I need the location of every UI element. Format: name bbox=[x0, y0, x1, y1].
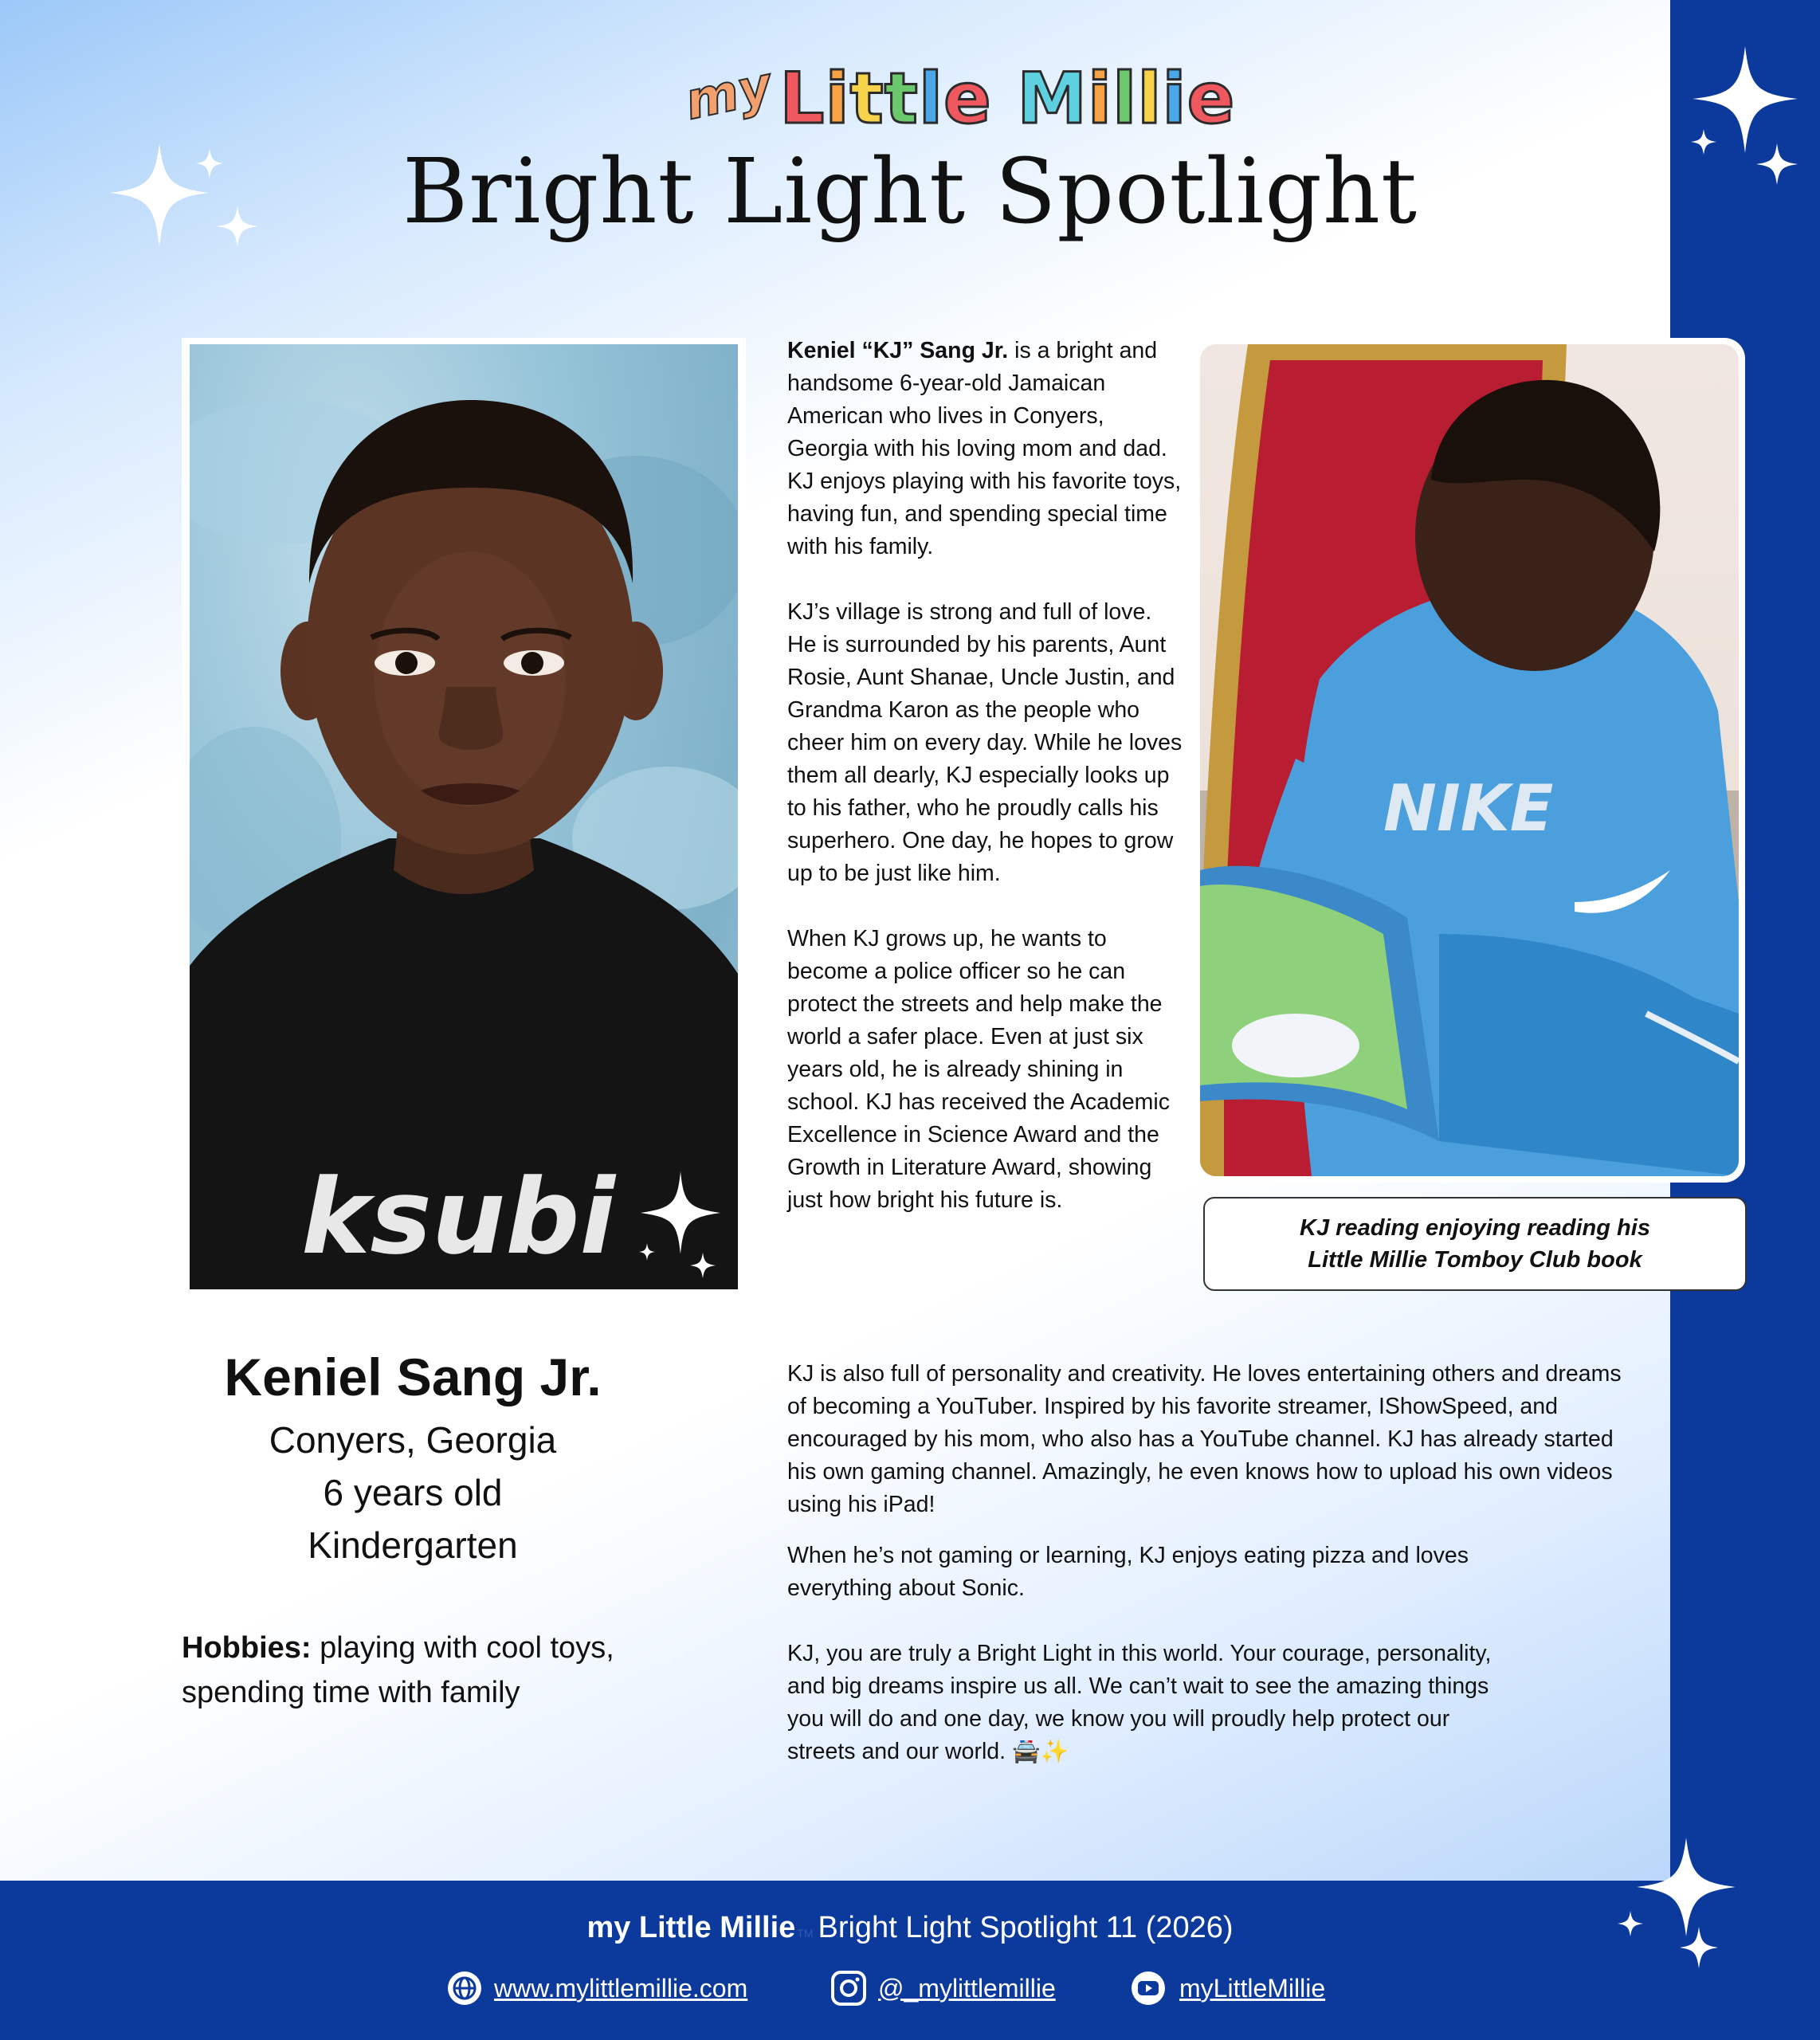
logo-letter: e bbox=[1187, 57, 1236, 139]
footer-title-text: Bright Light Spotlight 11 (2026) bbox=[818, 1911, 1234, 1944]
youtube-icon bbox=[1128, 1970, 1168, 2007]
hobbies-label: Hobbies: bbox=[182, 1631, 312, 1665]
story-paragraph-6: KJ, you are truly a Bright Light in this world. Your courage, personality, and big dreams inspire us all. We can’t wait to see the amazing things you will do and one day, we know you will proudly help protect our streets and our world. 🚔✨ bbox=[787, 1641, 1492, 1764]
story-paragraph-1 bbox=[787, 335, 1186, 563]
globe-icon bbox=[446, 1970, 483, 2007]
child-age: 6 years old bbox=[323, 1472, 503, 1513]
sparkle-icon bbox=[630, 1163, 733, 1283]
story-paragraph-5: When he’s not gaming or learning, KJ enjoys eating pizza and loves everything about Sonic. bbox=[787, 1543, 1469, 1601]
instagram-handle[interactable]: @_mylittlemillie bbox=[878, 1973, 1056, 2003]
story-paragraph-3: When KJ grows up, he wants to become a police officer so he can protect the streets and help make the world a safer place. Even at just six years old, he is already shining in school. KJ has received the Academic Excellence in Science Award and the Growth in Literature Award, showing just how bright his future is. bbox=[787, 926, 1171, 1213]
child-location: Conyers, Georgia bbox=[269, 1419, 557, 1461]
instagram-icon bbox=[830, 1970, 867, 2007]
logo-letter: l bbox=[918, 57, 943, 139]
page-title: Bright Light Spotlight bbox=[402, 140, 1418, 244]
youtube-channel[interactable]: myLittleMillie bbox=[1179, 1973, 1326, 2003]
logo-letter: t bbox=[849, 57, 885, 139]
logo-letter: L bbox=[779, 57, 826, 139]
logo-name bbox=[779, 57, 1235, 139]
logo-letter: i bbox=[1087, 57, 1113, 139]
footer-brand: my Little Millie bbox=[586, 1911, 796, 1944]
instagram-link[interactable] bbox=[830, 1970, 1056, 2007]
svg-text:NIKE: NIKE bbox=[1383, 771, 1554, 845]
reading-photo bbox=[1200, 344, 1739, 1176]
logo-letter: e bbox=[943, 57, 992, 139]
website-url[interactable]: www.mylittlemillie.com bbox=[494, 1973, 748, 2003]
photo-caption bbox=[1203, 1197, 1747, 1291]
story-paragraph-1-text: is a bright and handsome 6-year-old Jamaican American who lives in Conyers, Georgia with his loving mom and dad. KJ enjoys playing with his favorite toys, having fun, and spending special time with his family. bbox=[787, 338, 1182, 559]
hobbies bbox=[182, 1626, 676, 1715]
logo-my: my bbox=[680, 56, 777, 132]
logo-letter bbox=[992, 57, 1018, 139]
logo-letter: i bbox=[1162, 57, 1187, 139]
logo-letter: l bbox=[1112, 57, 1138, 139]
logo-letter: l bbox=[1137, 57, 1163, 139]
portrait-photo bbox=[190, 344, 738, 1289]
logo-letter: t bbox=[884, 57, 919, 139]
child-grade: Kindergarten bbox=[308, 1524, 518, 1566]
story-lower bbox=[787, 1358, 1640, 1768]
sparkle-icon bbox=[1610, 1833, 1753, 1976]
youtube-link[interactable] bbox=[1128, 1970, 1325, 2007]
footer-trademark: TM bbox=[797, 1927, 814, 1940]
hobbies-text: playing with cool toys, spending time with family bbox=[182, 1631, 614, 1709]
story-paragraph-4: KJ is also full of personality and creativity. He loves entertaining others and dreams of becoming a YouTuber. Inspired by his favorite streamer, IShowSpeed, and encouraged by his mom, who also has a YouTube channel. KJ has already started his own gaming channel. Amazingly, he even knows how to upload his own videos using his iPad! bbox=[787, 1361, 1622, 1517]
story-column bbox=[787, 335, 1186, 1250]
website-link[interactable] bbox=[446, 1970, 747, 2007]
logo-letter: M bbox=[1017, 57, 1088, 139]
story-paragraph-2: KJ’s village is strong and full of love. He is surrounded by his parents, Aunt Rosie, Aunt Shanae, Uncle Justin, and Grandma Karon as the people who cheer him on every day. While he loves them all dearly, KJ especially looks up to his father, who he proudly calls his superhero. One day, he hopes to grow up to be just like him. bbox=[787, 599, 1183, 886]
logo-letter: i bbox=[825, 57, 850, 139]
caption-line-2: Little Millie Tomboy Club book bbox=[1308, 1247, 1642, 1273]
shirt-text: ksubi bbox=[301, 1156, 615, 1277]
caption-line-1: KJ reading enjoying reading his bbox=[1300, 1215, 1650, 1241]
story-lead-name: Keniel “KJ” Sang Jr. bbox=[787, 338, 1009, 363]
brand-logo bbox=[680, 44, 1236, 139]
footer-title bbox=[0, 1911, 1820, 1945]
child-name: Keniel Sang Jr. bbox=[224, 1348, 602, 1406]
footer-bar bbox=[0, 1881, 1820, 2040]
